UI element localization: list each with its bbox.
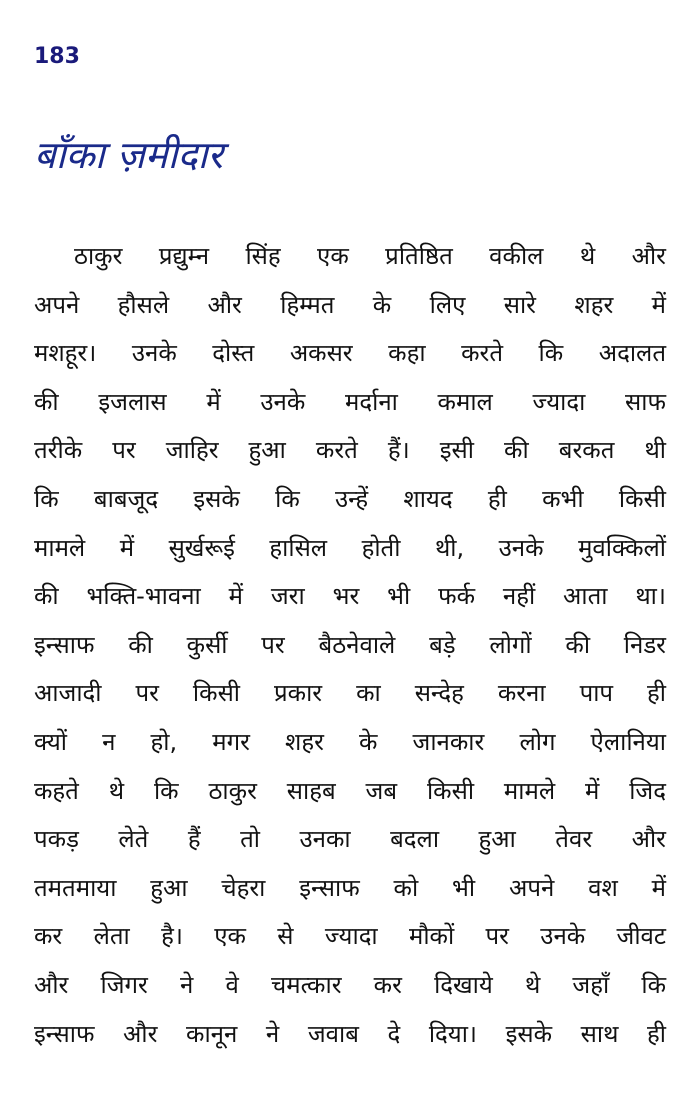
page-number: 183	[34, 44, 80, 69]
text-line: कि बाबजूद इसके कि उन्हें शायद ही कभी किसी	[34, 484, 666, 513]
text-line: इन्साफ की कुर्सी पर बैठनेवाले बड़े लोगों की निडर	[34, 630, 666, 659]
text-line: और जिगर ने वे चमत्कार कर दिखाये थे जहाँ कि	[34, 970, 666, 999]
text-line: अपने हौसले और हिम्मत के लिए सारे शहर में	[34, 290, 666, 319]
text-line: मशहूर। उनके दोस्त अकसर कहा करते कि अदालत	[34, 339, 666, 368]
text-line: क्यों न हो, मगर शहर के जानकार लोग ऐलानिया	[34, 727, 666, 756]
text-line: कहते थे कि ठाकुर साहब जब किसी मामले में जिद	[34, 776, 666, 805]
text-line: तरीके पर जाहिर हुआ करते हैं। इसी की बरकत थी	[34, 436, 666, 465]
chapter-title: बाँका ज़मीदार	[34, 133, 223, 177]
text-line: की इजलास में उनके मर्दाना कमाल ज्यादा साफ	[34, 387, 666, 416]
text-line: आजादी पर किसी प्रकार का सन्देह करना पाप ही	[34, 679, 666, 708]
text-line: मामले में सुर्खरूई हासिल होती थी, उनके मुवक्किलों	[34, 533, 666, 562]
text-line: की भक्ति-भावना में जरा भर भी फर्क नहीं आता था।	[34, 582, 666, 611]
text-line: कर लेता है। एक से ज्यादा मौकों पर उनके जीवट	[34, 922, 666, 951]
body-text	[34, 232, 666, 1058]
text-line: पकड़ लेते हैं तो उनका बदला हुआ तेवर और	[34, 825, 666, 854]
text-line: ठाकुर प्रद्युम्न सिंह एक प्रतिष्ठित वकील थे और	[74, 242, 666, 270]
text-line: इन्साफ और कानून ने जवाब दे दिया। इसके साथ ही	[34, 1019, 666, 1048]
text-line: तमतमाया हुआ चेहरा इन्साफ को भी अपने वश में	[34, 873, 666, 902]
